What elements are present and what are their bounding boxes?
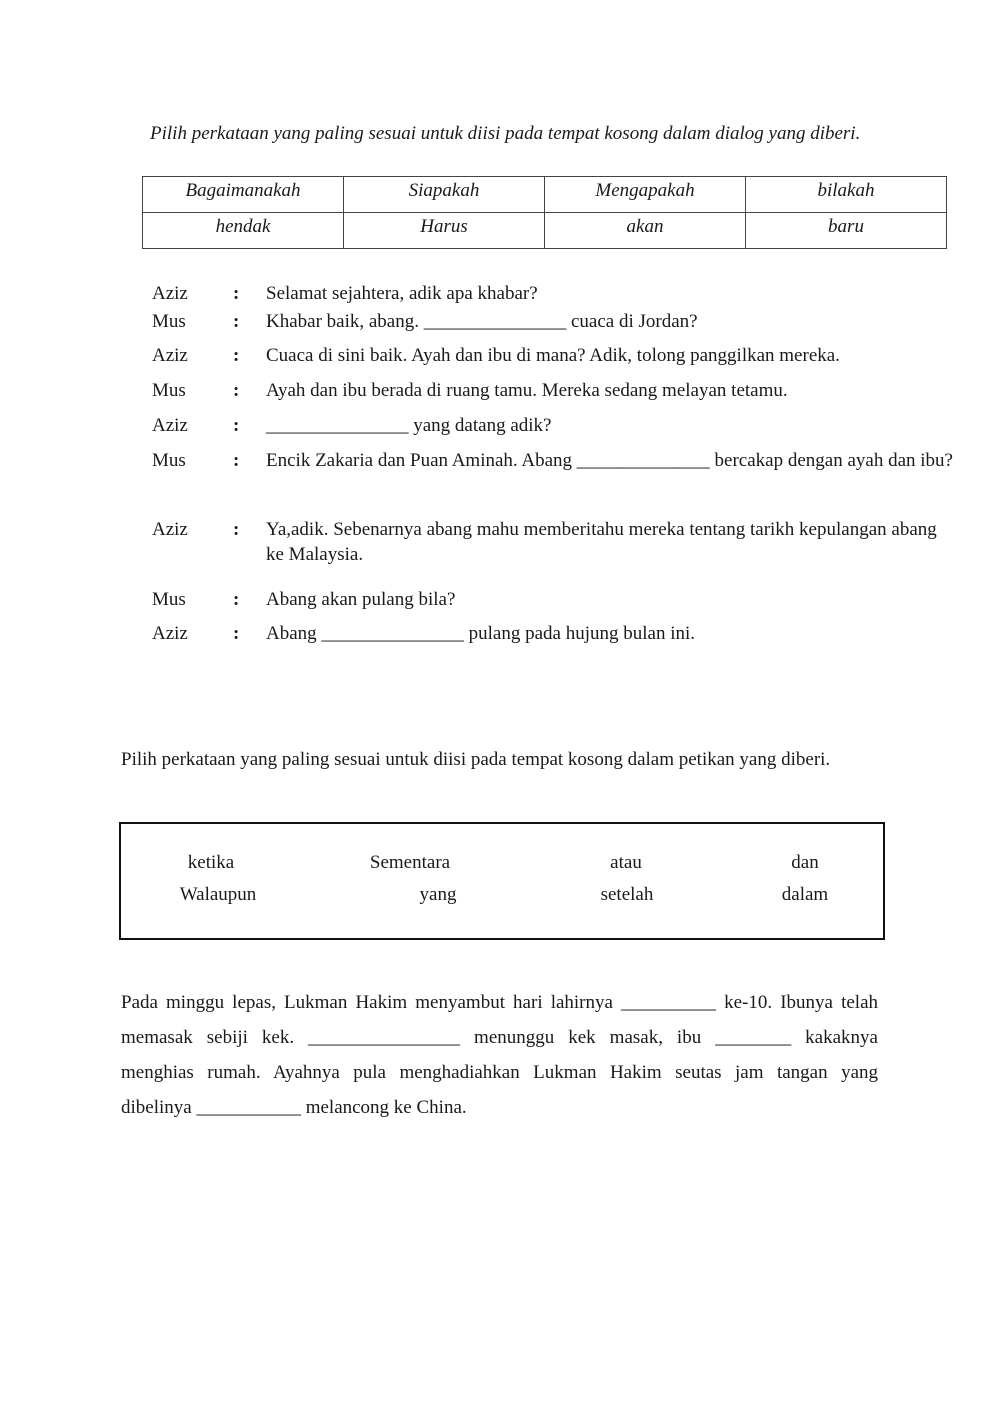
instruction-dialog: Pilih perkataan yang paling sesuai untuk diisi pada tempat kosong dalam dialog yang diberi.: [150, 123, 861, 144]
box-word: atau: [610, 852, 642, 873]
word-cell: baru: [746, 213, 947, 249]
dialog-line: Selamat sejahtera, adik apa khabar?: [266, 283, 538, 304]
word-cell: Mengapakah: [545, 177, 746, 213]
passage-line: menghias rumah. Ayahnya pula menghadiahkan Lukman Hakim seutas jam tangan yang: [121, 1062, 878, 1083]
word-choice-box: [119, 822, 885, 940]
dialog-speaker: Mus: [152, 311, 186, 332]
instruction-passage: Pilih perkataan yang paling sesuai untuk diisi pada tempat kosong dalam petikan yang diberi.: [121, 749, 831, 770]
box-word: ketika: [187, 852, 235, 873]
passage: [121, 985, 878, 1125]
dialog-colon: :: [233, 415, 240, 436]
word-cell: Siapakah: [344, 177, 545, 213]
dialog-speaker: Mus: [152, 450, 186, 471]
word-cell: hendak: [143, 213, 344, 249]
dialog-line: Encik Zakaria dan Puan Aminah. Abang ______________ bercakap dengan ayah dan ibu?: [266, 450, 953, 471]
dialog-speaker: Aziz: [152, 345, 188, 366]
dialog-colon: :: [233, 450, 240, 471]
passage-line: memasak sebiji kek. ________________ menunggu kek masak, ibu ________ kakaknya: [121, 1027, 878, 1048]
dialog-line: Ayah dan ibu berada di ruang tamu. Mereka sedang melayan tetamu.: [266, 380, 788, 401]
dialog-line: Khabar baik, abang. _______________ cuaca di Jordan?: [266, 311, 698, 332]
dialog-line: Cuaca di sini baik. Ayah dan ibu di mana? Adik, tolong panggilkan mereka.: [266, 345, 840, 366]
dialog-colon: :: [233, 380, 240, 401]
dialog-speaker: Mus: [152, 589, 186, 610]
dialog-colon: :: [233, 589, 240, 610]
passage-line: Pada minggu lepas, Lukman Hakim menyambut hari lahirnya __________ ke-10. Ibunya telah: [121, 992, 878, 1013]
box-word: dan: [791, 852, 819, 873]
dialog-speaker: Aziz: [152, 415, 188, 436]
dialog-colon: :: [233, 623, 240, 644]
word-cell: akan: [545, 213, 746, 249]
word-cell: bilakah: [746, 177, 947, 213]
table-row: [143, 177, 947, 213]
box-word: setelah: [600, 884, 654, 905]
box-word: Sementara: [369, 852, 451, 873]
dialog-colon: :: [233, 519, 240, 540]
dialog-colon: :: [233, 311, 240, 332]
dialog-speaker: Mus: [152, 380, 186, 401]
box-word: dalam: [781, 884, 829, 905]
dialog-line: _______________ yang datang adik?: [266, 415, 552, 436]
passage-line: dibelinya ___________ melancong ke China.: [121, 1097, 467, 1118]
dialog-speaker: Aziz: [152, 519, 188, 540]
box-word: yang: [419, 884, 457, 905]
dialog-speaker: Aziz: [152, 283, 188, 304]
dialog-colon: :: [233, 345, 240, 366]
dialog-colon: :: [233, 283, 240, 304]
word-cell: Harus: [344, 213, 545, 249]
word-cell: Bagaimanakah: [143, 177, 344, 213]
dialog-line: Abang _______________ pulang pada hujung bulan ini.: [266, 623, 696, 644]
table-row: [143, 213, 947, 249]
dialog-speaker: Aziz: [152, 623, 188, 644]
box-word: Walaupun: [179, 884, 257, 905]
word-choice-table: [142, 176, 947, 249]
dialog-line: Abang akan pulang bila?: [266, 589, 456, 610]
dialog-line: Ya,adik. Sebenarnya abang mahu memberitahu mereka tentang tarikh kepulangan abang ke Malaysia.: [266, 519, 937, 565]
